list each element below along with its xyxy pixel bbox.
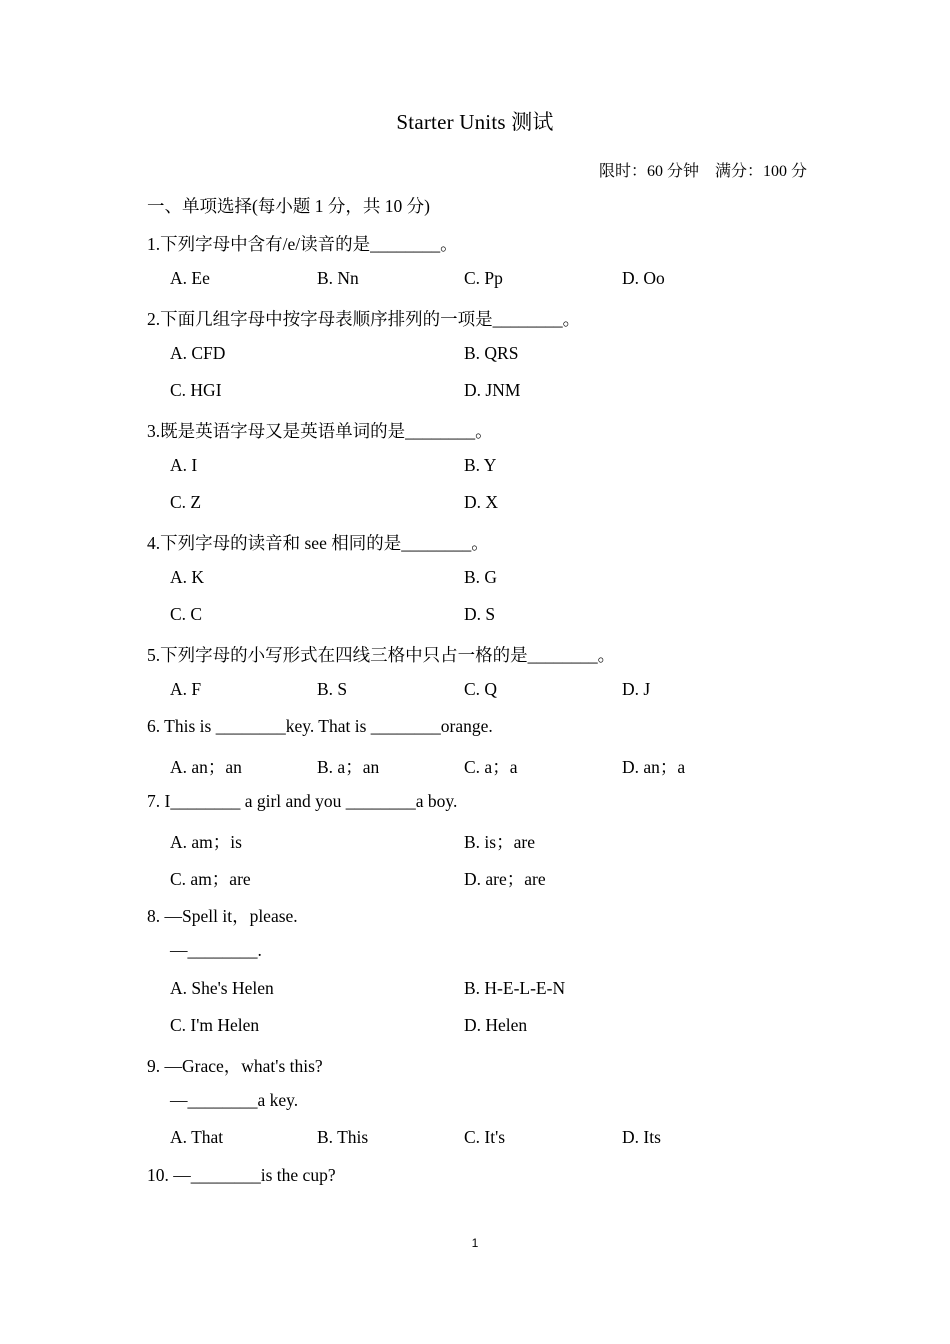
q2-option-b: B. QRS	[464, 343, 519, 363]
q4-option-b: B. G	[464, 567, 498, 587]
q3-option-b: B. Y	[464, 455, 497, 475]
page-title: Starter Units 测试	[396, 110, 554, 134]
q4-option-d: D. S	[464, 604, 496, 624]
q4-option-c: C. C	[170, 604, 203, 624]
q2-option-a: A. CFD	[170, 343, 226, 363]
question-2: 2.下面几组字母中按字母表顺序排列的一项是________。	[147, 309, 581, 329]
q7-option-a: A. am；is	[170, 832, 242, 852]
q7-option-d: D. are；are	[464, 869, 546, 889]
q3-option-a: A. I	[170, 455, 198, 475]
q1-option-a: A. Ee	[170, 268, 210, 288]
q9-response-line: —________a key.	[170, 1090, 299, 1110]
q5-option-c: C. Q	[464, 679, 498, 699]
question-1: 1.下列字母中含有/e/读音的是________。	[147, 234, 458, 254]
q8-option-a: A. She's Helen	[170, 978, 274, 998]
question-9: 9. —Grace，what's this?	[147, 1056, 323, 1076]
q2-option-d: D. JNM	[464, 380, 521, 400]
q9-option-c: C. It's	[464, 1127, 506, 1147]
q6-option-d: D. an；a	[622, 757, 686, 777]
q1-option-b: B. Nn	[317, 268, 359, 288]
q1-option-c: C. Pp	[464, 268, 503, 288]
q2-option-c: C. HGI	[170, 380, 222, 400]
q4-option-a: A. K	[170, 567, 205, 587]
q6-option-a: A. an；an	[170, 757, 242, 777]
question-8: 8. —Spell it，please.	[147, 906, 298, 926]
q9-option-a: A. That	[170, 1127, 224, 1147]
q6-option-c: C. a；a	[464, 757, 518, 777]
q3-option-c: C. Z	[170, 492, 202, 512]
question-4: 4.下列字母的读音和 see 相同的是________。	[147, 533, 489, 553]
q3-option-d: D. X	[464, 492, 499, 512]
section-heading: 一、单项选择(每小题 1 分，共 10 分)	[147, 196, 430, 216]
page-number: 1	[471, 1236, 479, 1250]
q5-option-b: B. S	[317, 679, 348, 699]
q7-option-c: C. am；are	[170, 869, 251, 889]
question-3: 3.既是英语字母又是英语单词的是________。	[147, 421, 493, 441]
q5-option-a: A. F	[170, 679, 202, 699]
q8-option-b: B. H-E-L-E-N	[464, 978, 566, 998]
q6-option-b: B. a；an	[317, 757, 380, 777]
question-6: 6. This is ________key. That is ________orange.	[147, 716, 493, 736]
q8-option-c: C. I'm Helen	[170, 1015, 260, 1035]
q8-option-d: D. Helen	[464, 1015, 528, 1035]
q5-option-d: D. J	[622, 679, 651, 699]
q9-option-b: B. This	[317, 1127, 369, 1147]
question-10: 10. —________is the cup?	[147, 1165, 336, 1185]
q9-option-d: D. Its	[622, 1127, 661, 1147]
time-score-info: 限时：60 分钟 满分：100 分	[598, 163, 807, 180]
question-7: 7. I________ a girl and you ________a boy.	[147, 791, 458, 811]
q7-option-b: B. is；are	[464, 832, 535, 852]
question-5: 5.下列字母的小写形式在四线三格中只占一格的是________。	[147, 645, 616, 665]
q1-option-d: D. Oo	[622, 268, 665, 288]
q8-response-line: —________.	[170, 940, 262, 960]
